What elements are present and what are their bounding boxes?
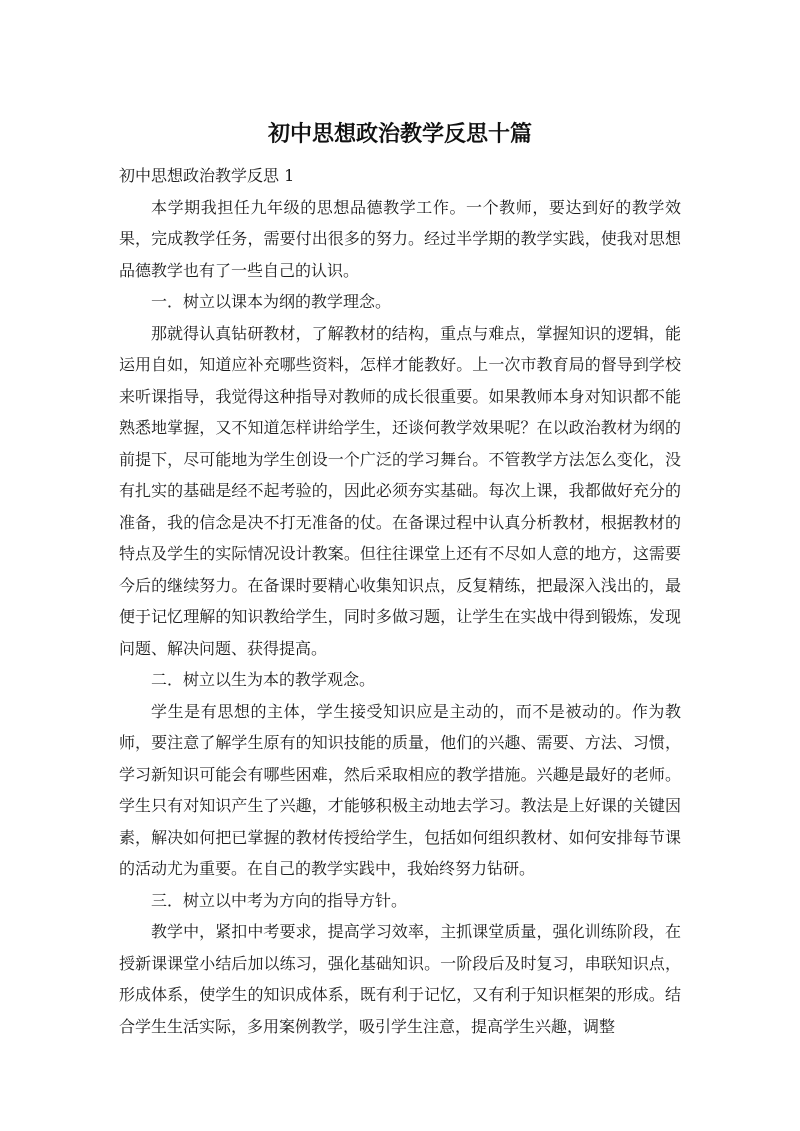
section-subtitle: 初中思想政治教学反思 1	[119, 166, 295, 185]
intro-paragraph: 本学期我担任九年级的思想品德教学工作。一个教师，要达到好的教学效果，完成教学任务，需要付出很多的努力。经过半学期的教学实践，使我对思想品德教学也有了一些自己的认识。	[119, 197, 681, 280]
document-body	[119, 160, 681, 1042]
document-title: 初中思想政治教学反思十篇	[267, 122, 532, 147]
section-heading-1: 一．树立以课本为纲的教学理念。	[151, 292, 392, 311]
section-heading-3: 三．树立以中考为方向的指导方针。	[151, 890, 408, 910]
body-paragraph-3: 教学中，紧扣中考要求，提高学习效率，主抓课堂质量，强化训练阶段，在授新课课堂小结后加以练习，强化基础知识。一阶段后及时复习，串联知识点，形成体系，使学生的知识成体系，既有利于记忆，又有利于知识框架的形成。结合学生生活实际，多用案例教学，吸引学生注意，提高学生兴趣，调整	[119, 922, 681, 1036]
body-paragraph-1: 那就得认真钻研教材，了解教材的结构，重点与难点，掌握知识的逻辑，能运用自如，知道应补充哪些资料，怎样才能教好。上一次市教育局的督导到学校来听课指导，我觉得这种指导对教师的成长很重要。如果教师本身对知识都不能熟悉地掌握，又不知道怎样讲给学生，还谈何教学效果呢？在以政治教材为纲的前提下，尽可能地为学生创设一个广泛的学习舞台。不管教学方法怎么变化，没有扎实的基础是经不起考验的，因此必须夯实基础。每次上课，我都做好充分的准备，我的信念是决不打无准备的仗。在备课过程中认真分析教材，根据教材的特点及学生的实际情况设计教案。但往往课堂上还有不尽如人意的地方，这需要今后的继续努力。在备课时要精心收集知识点，反复精练，把最深入浅出的，最便于记忆理解的知识教给学生，同时多做习题，让学生在实战中得到锻炼，发现问题、解决问题、获得提高。	[119, 323, 681, 658]
body-paragraph-2: 学生是有思想的主体，学生接受知识应是主动的，而不是被动的。作为教师，要注意了解学生原有的知识技能的质量，他们的兴趣、需要、方法、习惯，学习新知识可能会有哪些困难，然后采取相应的教学措施。兴趣是最好的老师。学生只有对知识产生了兴趣，才能够积极主动地去学习。教法是上好课的关键因素，解决如何把已掌握的教材传授给学生，包括如何组织教材、如何安排每节课的活动尤为重要。在自己的教学实践中，我始终努力钻研。	[119, 701, 681, 878]
section-heading-2: 二．树立以生为本的教学观念。	[151, 670, 376, 689]
